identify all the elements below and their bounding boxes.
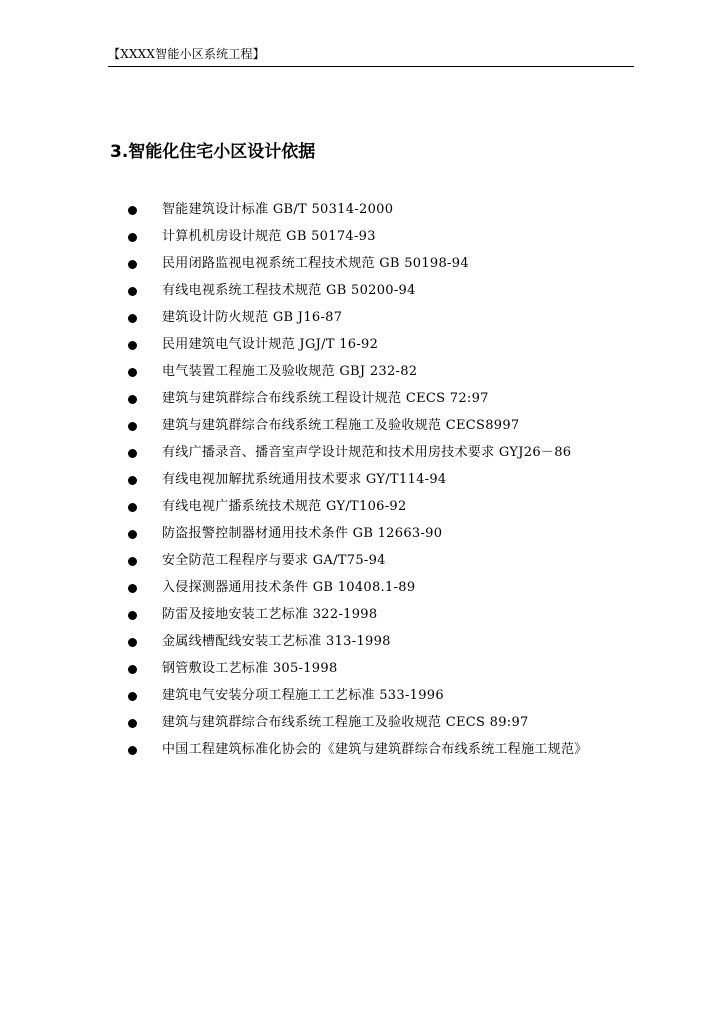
- bullet-icon: [128, 422, 137, 431]
- bullet-icon: [128, 206, 137, 215]
- section-title: 3.智能化住宅小区设计依据: [110, 142, 316, 162]
- bullet-icon: [128, 449, 137, 458]
- reference-text: 安全防范工程程序与要求 GA/T75-94: [162, 553, 386, 568]
- bullet-icon: [128, 530, 137, 539]
- page-header: [108, 46, 634, 67]
- reference-text: 金属线槽配线安装工艺标准 313-1998: [162, 634, 391, 649]
- reference-text: 建筑电气安装分项工程施工工艺标准 533-1996: [162, 688, 444, 703]
- bullet-icon: [128, 692, 137, 701]
- reference-text: 计算机机房设计规范 GB 50174-93: [162, 229, 376, 244]
- bullet-icon: [128, 341, 137, 350]
- reference-text: 民用闭路监视电视系统工程技术规范 GB 50198-94: [162, 256, 469, 271]
- reference-text: 入侵探测器通用技术条件 GB 10408.1-89: [162, 580, 416, 595]
- reference-text: 防盗报警控制器材通用技术条件 GB 12663-90: [162, 526, 443, 541]
- bullet-icon: [128, 395, 137, 404]
- bullet-icon: [128, 287, 137, 296]
- reference-text: 建筑与建筑群综合布线系统工程施工及验收规范 CECS 89:97: [162, 715, 529, 730]
- bullet-icon: [128, 233, 137, 242]
- bullet-icon: [128, 638, 137, 647]
- reference-text: 中国工程建筑标准化协会的《建筑与建筑群综合布线系统工程施工规范》: [162, 742, 588, 757]
- bullet-icon: [128, 665, 137, 674]
- bullet-icon: [128, 476, 137, 485]
- reference-text: 建筑与建筑群综合布线系统工程施工及验收规范 CECS8997: [162, 418, 520, 433]
- reference-text: 建筑设计防火规范 GB J16-87: [162, 310, 343, 325]
- reference-text: 电气装置工程施工及验收规范 GBJ 232-82: [162, 364, 418, 379]
- reference-text: 有线电视加解扰系统通用技术要求 GY/T114-94: [162, 472, 447, 487]
- bullet-icon: [128, 314, 137, 323]
- reference-text: 智能建筑设计标准 GB/T 50314-2000: [162, 202, 394, 217]
- bullet-icon: [128, 746, 137, 755]
- bullet-icon: [128, 260, 137, 269]
- header-title: 【XXXX智能小区系统工程】: [108, 47, 265, 61]
- reference-text: 防雷及接地安装工艺标准 322-1998: [162, 607, 378, 622]
- bullet-icon: [128, 611, 137, 620]
- bullet-icon: [128, 584, 137, 593]
- reference-text: 建筑与建筑群综合布线系统工程设计规范 CECS 72:97: [162, 391, 489, 406]
- bullet-icon: [128, 503, 137, 512]
- bullet-icon: [128, 557, 137, 566]
- reference-text: 有线广播录音、播音室声学设计规范和技术用房技术要求 GYJ26－86: [162, 445, 572, 460]
- reference-text: 民用建筑电气设计规范 JGJ/T 16-92: [162, 337, 379, 352]
- bullet-icon: [128, 719, 137, 728]
- bullet-icon: [128, 368, 137, 377]
- reference-text: 有线电视广播系统技术规范 GY/T106-92: [162, 499, 407, 514]
- reference-text: 钢管敷设工艺标准 305-1998: [162, 661, 338, 676]
- reference-text: 有线电视系统工程技术规范 GB 50200-94: [162, 283, 416, 298]
